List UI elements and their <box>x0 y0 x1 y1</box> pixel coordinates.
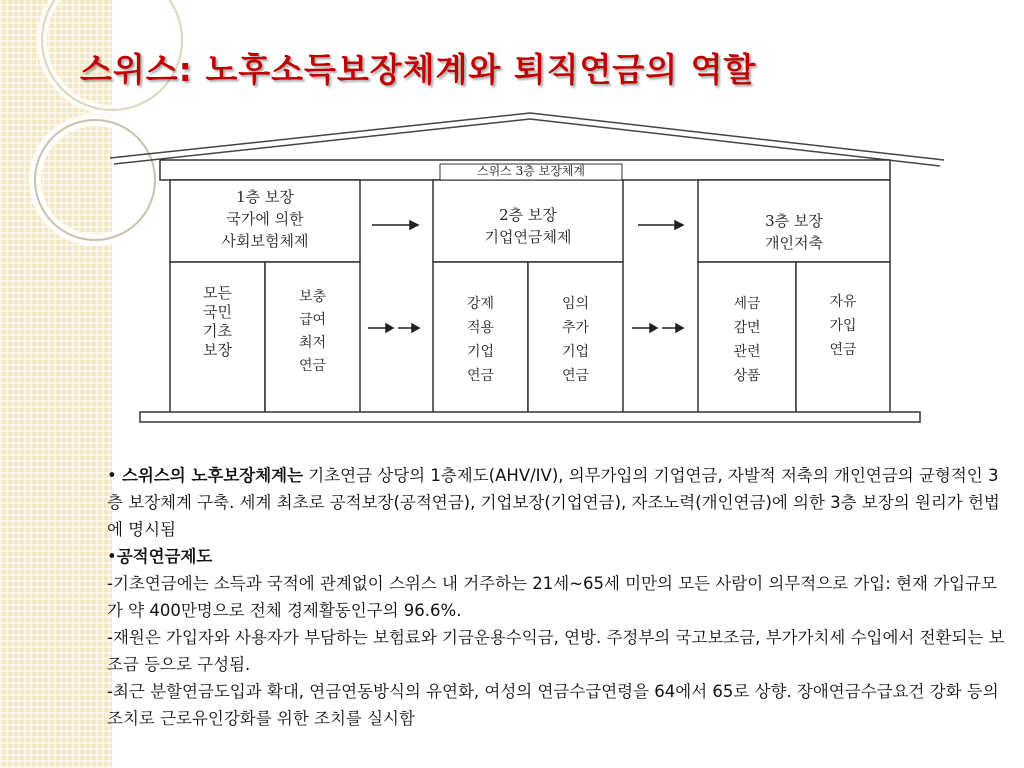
bullet: • <box>107 547 117 566</box>
three-pillar-diagram <box>110 110 950 426</box>
tier3-pillar-1: 세금 감면 관련 상품 <box>733 296 761 384</box>
tier3-header: 3층 보장 개인저축 <box>765 212 823 252</box>
line-financing: -재원은 가입자와 사용자가 부담하는 보험료와 기금운용수익금, 연방. 주정부의 국고보조금, 부가가치세 수입에서 전환되는 보조금 등으로 구성됨. <box>107 628 1005 674</box>
tier2-pillar-2: 임의 추가 기업 연금 <box>561 296 590 384</box>
tier2-pillar-1: 강제 적용 기업 연금 <box>466 296 495 384</box>
swiss-system-heading: 스위스의 노후보장체계는 <box>121 466 304 485</box>
side-decor-panel <box>0 0 112 768</box>
paragraph-swiss-system <box>107 462 1007 543</box>
tier1-pillar-1: 모든 국민 기초 보장 <box>203 284 232 359</box>
roof-label: 스위스 3층 보장체계 <box>476 164 585 178</box>
line-recent-reforms: -최근 분할연금도입과 확대, 연금연동방식의 유연화, 여성의 연금수급연령을 64에서 65로 상향. 장애연금수급요건 강화 등의 조치로 근로유인강화를 위한 조치를 실시함 <box>107 682 999 728</box>
public-pension-heading: 공적연금제도 <box>116 547 213 566</box>
body-text <box>107 462 1007 732</box>
swiss-system-text: 기초연금 상당의 1층제도(AHV/IV), 의무가입의 기업연금, 자발적 저축의 개인연금의 균형적인 3층 보장체계 구축. 세계 최초로 공적보장(공적연금), 기업보장(기업연금), 자조노력(개인연금)에 의한 3층 보장의 원리가 헌법에 명시됨 <box>107 466 1000 539</box>
tier1-pillar-2: 보충 급여 최저 연금 <box>298 289 327 374</box>
tier2-header: 2층 보장 기업연금체제 <box>484 206 572 246</box>
tier1-header: 1층 보장 국가에 의한 사회보험체제 <box>221 188 309 250</box>
tier3-pillar-2: 자유 가입 연금 <box>829 294 857 358</box>
bullet: • <box>107 466 117 485</box>
line-basic-pension: -기초연금에는 소득과 국적에 관계없이 스위스 내 거주하는 21세~65세 미만의 모든 사람이 의무적으로 가입: 현재 가입규모가 약 400만명으로 전체 경제활동인구의 96.6%. <box>107 574 997 620</box>
slide-title: 스위스: 노후소득보장체계와 퇴직연금의 역할 <box>80 50 757 89</box>
paragraph-public-pension <box>107 543 1007 570</box>
